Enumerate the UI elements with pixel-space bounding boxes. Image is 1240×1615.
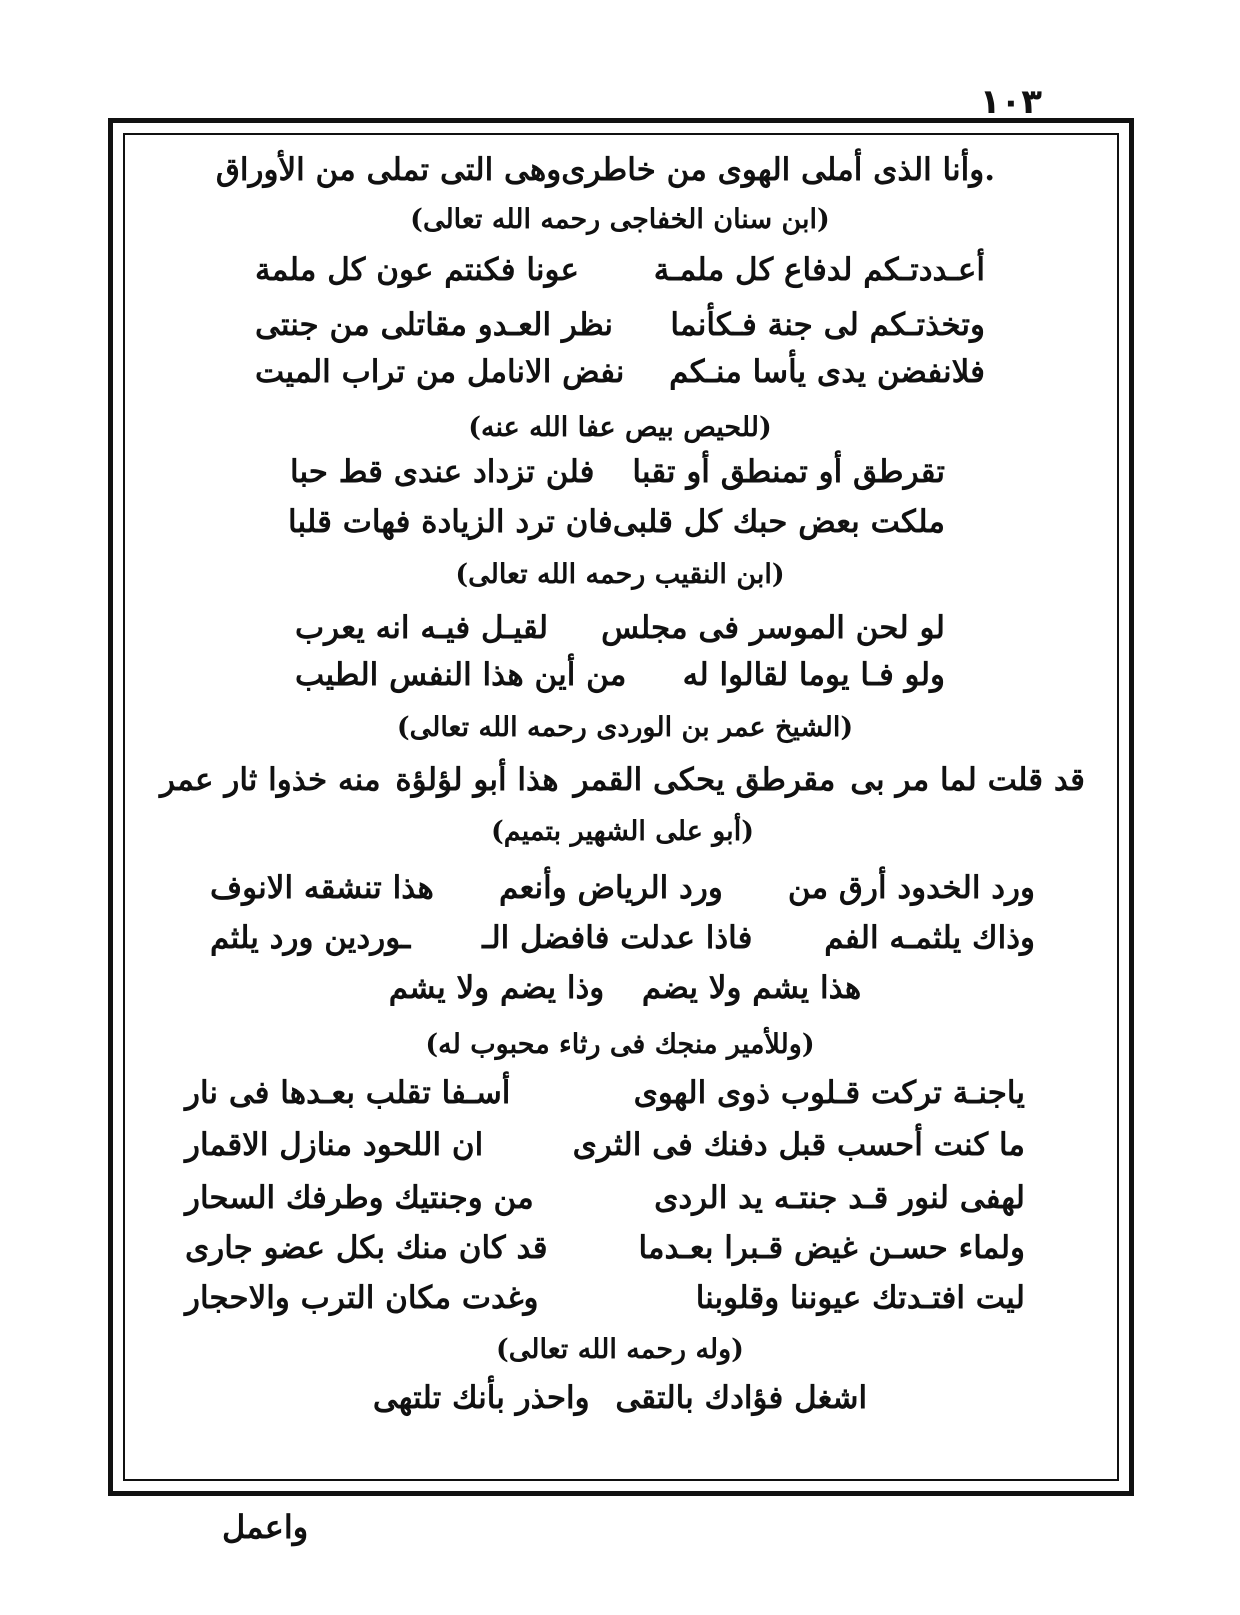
hemistich-right: تقرطق أو تمنطق أو تقبا [632,454,945,490]
hemistich-middle: مقرطق يحكى القمر [573,762,836,798]
hemistich-right: وتخذتـكم لى جنة فـكأنما [670,307,985,343]
hemistich-left: منه خذوا ثار عمر [160,762,381,798]
hemistich-left: قد كان منك بكل عضو جارى [185,1230,548,1266]
verse-line [210,918,1035,958]
poet-heading: (وله رحمه الله تعالى) [496,1334,744,1365]
hemistich-left: فلن تزداد عندى قط حبا [290,454,595,490]
hemistich-right: ولو فـا يوما لقالوا له [682,657,945,693]
verse-line [185,1278,1025,1318]
poet-heading: (الشيخ عمر بن الوردى رحمه الله تعالى) [396,712,854,743]
hemistich-left: لقيـل فيـه انه يعرب [295,610,549,646]
poet-heading: (أبو على الشهير بتميم) [491,816,754,847]
hemistich-left: من أين هذا النفس الطيب [295,657,627,693]
hemistich-left: عونا فكنتم عون كل ملمة [255,252,579,288]
hemistich-right: اشغل فؤادك بالتقى [615,1380,868,1416]
hemistich-right: فلانفضن يدى يأسا منـكم [669,354,985,390]
verse-line [185,1178,1025,1218]
poet-heading: (ابن سنان الخفاجى رحمه الله تعالى) [410,204,830,235]
verse-line [255,250,985,290]
hemistich-left: نظر العـدو مقاتلى من جنتى [255,307,614,343]
verse-line [210,868,1035,908]
hemistich-left: وغدت مكان الترب والاحجار [185,1280,539,1316]
verse-line [185,1228,1025,1268]
verse-line [160,760,1085,800]
hemistich-left: فان ترد الزيادة فهات قلبا [288,504,613,540]
hemistich-left: ان اللحود منازل الاقمار [185,1127,484,1163]
hemistich-right: ولماء حسـن غيض قـبرا بعـدما [638,1230,1025,1266]
hemistich-right: ياجنـة تركت قـلوب ذوى الهوى [633,1075,1025,1111]
hemistich-right: وذاك يلثمـه الفم [824,920,1035,956]
catchword: واعمل [222,1508,309,1546]
verse-line [295,655,945,695]
page-number: ١٠٣ [979,82,1042,122]
hemistich-right: ملكت بعض حبك كل قلبى [612,504,945,540]
hemistich-right: لو لحن الموسر فى مجلس [601,610,945,646]
hemistich-middle: ورد الرياض وأنعم [498,870,723,906]
verse-line [215,150,995,190]
verse-line [290,502,945,542]
hemistich-left: واحذر بأنك تلتهى [372,1380,590,1416]
hemistich-right: ما كنت أحسب قبل دفنك فى الثرى [572,1127,1025,1163]
hemistich-right: ورد الخدود أرق من [787,870,1035,906]
verse-line [185,1073,1025,1113]
hemistich-left: نفض الانامل من تراب الميت [255,354,625,390]
hemistich-right: .وأنا الذى أملى الهوى من خاطرى [561,152,995,188]
poet-heading: (للحيص بيص عفا الله عنه) [468,412,772,443]
verse-line [290,452,945,492]
verse-line [185,1125,1025,1165]
hemistich-left: هذا تنشقه الانوف [210,870,434,906]
hemistich-middle-2: هذا أبو لؤلؤة [395,762,559,798]
hemistich-right: أعـددتـكم لدفاع كل ملمـة [653,252,985,288]
hemistich-right: لهفى لنور قـد جنتـه يد الردى [654,1180,1025,1216]
hemistich-left: من وجنتيك وطرفك السحار [185,1180,534,1216]
hemistich-left: ـوردين ورد يلثم [210,920,411,956]
verse-line [295,608,945,648]
hemistich-left: أسـفا تقلب بعـدها فى نار [185,1075,511,1111]
verse-line-centered [370,968,880,1008]
verse-line-centered [360,1378,880,1418]
verse-line [255,352,985,392]
poet-heading: (وللأمير منجك فى رثاء محبوب له) [425,1029,815,1060]
poet-heading: (ابن النقيب رحمه الله تعالى) [455,559,785,590]
hemistich-middle: فاذا عدلت فافضل الـ [482,920,753,956]
hemistich-right: ليت افتـدتك عيوننا وقلوبنا [695,1280,1025,1316]
hemistich-right: قد قلت لما مر بى [850,762,1085,798]
hemistich-left: وذا يضم ولا يشم [388,970,605,1006]
hemistich-right: هذا يشم ولا يضم [641,970,862,1006]
verse-line [255,305,985,345]
hemistich-left: وهى التى تملى من الأوراق [215,152,562,188]
